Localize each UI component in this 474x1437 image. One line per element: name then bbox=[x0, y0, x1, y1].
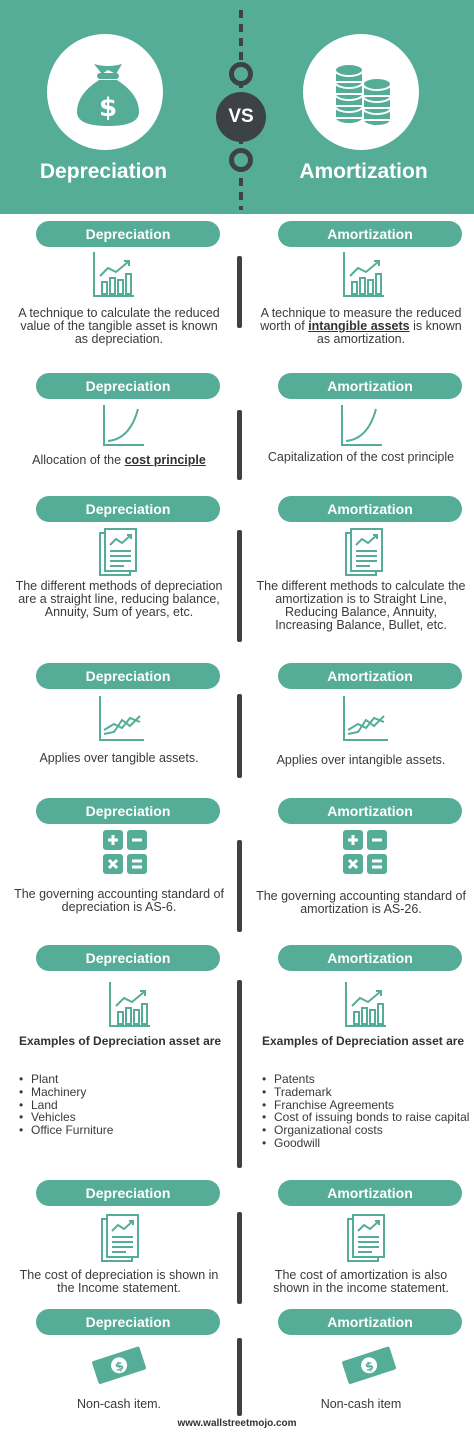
calculator-icon bbox=[341, 828, 389, 876]
depreciation-label-pill: Depreciation bbox=[36, 496, 220, 522]
amortization-description bbox=[256, 1398, 466, 1411]
svg-text:$: $ bbox=[113, 1358, 126, 1375]
description-text: The cost of amortization is also shown in the income statement. bbox=[273, 1268, 449, 1295]
bar-chart-icon bbox=[342, 980, 388, 1030]
report-document-icon bbox=[344, 527, 384, 577]
vs-ring-top bbox=[229, 62, 253, 86]
vs-badge: VS bbox=[216, 92, 266, 142]
depreciation-description bbox=[14, 580, 224, 619]
bar-chart-icon bbox=[106, 980, 152, 1030]
amortization-description bbox=[256, 307, 466, 346]
underlined-term: intangible assets bbox=[308, 319, 410, 333]
calculator-icon bbox=[101, 828, 149, 876]
center-divider bbox=[237, 980, 242, 1168]
description-text: A technique to calculate the reduced value of the tangible asset is known as depreciation. bbox=[18, 306, 220, 346]
list-item: • Patents bbox=[262, 1073, 474, 1086]
description-text: The cost of depreciation is shown in the Income statement. bbox=[19, 1268, 219, 1295]
list-item: • Machinery bbox=[19, 1086, 234, 1099]
center-divider bbox=[237, 530, 242, 642]
list-item: • Land bbox=[19, 1099, 234, 1112]
description-text: Non-cash item bbox=[320, 1397, 402, 1411]
depreciation-description bbox=[14, 1398, 224, 1411]
amortization-label-pill: Amortization bbox=[278, 373, 462, 399]
list-item: • Franchise Agreements bbox=[262, 1099, 474, 1112]
depreciation-description bbox=[14, 307, 224, 346]
description-text: Capitalization of the cost principle bbox=[267, 450, 455, 464]
depreciation-description bbox=[14, 454, 224, 467]
footer-website: www.wallstreetmojo.com bbox=[177, 1418, 297, 1429]
description-text: The different methods to calculate the amortization is to Straight Line, Reducing Balance, Annuity, Increasing Balance, Bullet, etc. bbox=[256, 579, 466, 632]
depreciation-description bbox=[14, 1269, 224, 1295]
banknote-icon bbox=[342, 1345, 398, 1385]
banknote-icon bbox=[92, 1345, 148, 1385]
list-item: • Plant bbox=[19, 1073, 234, 1086]
amortization-label-pill: Amortization bbox=[278, 663, 462, 689]
description-text: Applies over intangible assets. bbox=[276, 753, 446, 767]
growth-curve-icon bbox=[338, 403, 384, 449]
amortization-label-pill: Amortization bbox=[278, 1180, 462, 1206]
description-text: The different methods of depreciation are a straight line, reducing balance, Annuity, Sum of years, etc. bbox=[15, 579, 223, 619]
bar-chart-icon bbox=[90, 250, 136, 300]
list-item: • Organizational costs bbox=[262, 1124, 474, 1137]
description-text: The governing accounting standard of depreciation is AS-6. bbox=[14, 887, 224, 914]
list-item: • Vehicles bbox=[19, 1111, 234, 1124]
description-text: Allocation of the bbox=[32, 453, 125, 467]
list-item: • Goodwill bbox=[262, 1137, 474, 1150]
center-divider bbox=[237, 694, 242, 778]
list-item: • Trademark bbox=[262, 1086, 474, 1099]
depreciation-label-pill: Depreciation bbox=[36, 663, 220, 689]
list-item: • Office Furniture bbox=[19, 1124, 234, 1137]
depreciation-label-pill: Depreciation bbox=[36, 1309, 220, 1335]
money-bag-icon bbox=[47, 34, 163, 150]
description-text: Applies over tangible assets. bbox=[39, 751, 199, 765]
center-divider bbox=[237, 1212, 242, 1304]
depreciation-description bbox=[14, 752, 224, 765]
amortization-examples-list bbox=[262, 1073, 474, 1150]
right-header-title: Amortization bbox=[299, 160, 428, 183]
left-header-title: Depreciation bbox=[39, 160, 168, 183]
underlined-term: cost principle bbox=[124, 453, 206, 467]
amortization-label-pill: Amortization bbox=[278, 496, 462, 522]
svg-text:$: $ bbox=[363, 1358, 376, 1375]
description-text: The governing accounting standard of amortization is AS-26. bbox=[256, 889, 466, 916]
depreciation-label-pill: Depreciation bbox=[36, 798, 220, 824]
amortization-description bbox=[256, 890, 466, 916]
header-banner bbox=[0, 0, 474, 214]
amortization-description bbox=[256, 451, 466, 464]
bar-chart-icon bbox=[340, 250, 386, 300]
description-text: Non-cash item. bbox=[76, 1397, 162, 1411]
amortization-label-pill: Amortization bbox=[278, 221, 462, 247]
coin-stacks-icon bbox=[303, 34, 419, 150]
center-divider bbox=[237, 256, 242, 328]
depreciation-description bbox=[14, 888, 224, 914]
report-document-icon bbox=[100, 1213, 140, 1263]
line-graph-icon bbox=[340, 694, 390, 744]
amortization-description bbox=[256, 1269, 466, 1295]
report-document-icon bbox=[346, 1213, 386, 1263]
description-text: A technique to measure the reduced worth of bbox=[260, 306, 462, 333]
depreciation-label-pill: Depreciation bbox=[36, 945, 220, 971]
line-graph-icon bbox=[96, 694, 146, 744]
report-document-icon bbox=[98, 527, 138, 577]
list-item: • Cost of issuing bonds to raise capital bbox=[262, 1111, 474, 1124]
depreciation-examples-list bbox=[19, 1073, 234, 1137]
amortization-label-pill: Amortization bbox=[278, 1309, 462, 1335]
depreciation-label-pill: Depreciation bbox=[36, 221, 220, 247]
depreciation-label-pill: Depreciation bbox=[36, 1180, 220, 1206]
amortization-label-pill: Amortization bbox=[278, 798, 462, 824]
growth-curve-icon bbox=[100, 403, 146, 449]
amortization-label-pill: Amortization bbox=[278, 945, 462, 971]
examples-title-depreciation: Examples of Depreciation asset are bbox=[19, 1034, 222, 1048]
center-divider bbox=[237, 410, 242, 480]
depreciation-label-pill: Depreciation bbox=[36, 373, 220, 399]
center-divider bbox=[237, 1338, 242, 1416]
examples-title-amortization: Examples of Depreciation asset are bbox=[262, 1034, 465, 1048]
amortization-description bbox=[256, 580, 466, 632]
svg-text:$: $ bbox=[98, 93, 118, 123]
description-text: is known as amortization. bbox=[316, 319, 462, 346]
amortization-description bbox=[256, 754, 466, 767]
center-divider bbox=[237, 840, 242, 932]
